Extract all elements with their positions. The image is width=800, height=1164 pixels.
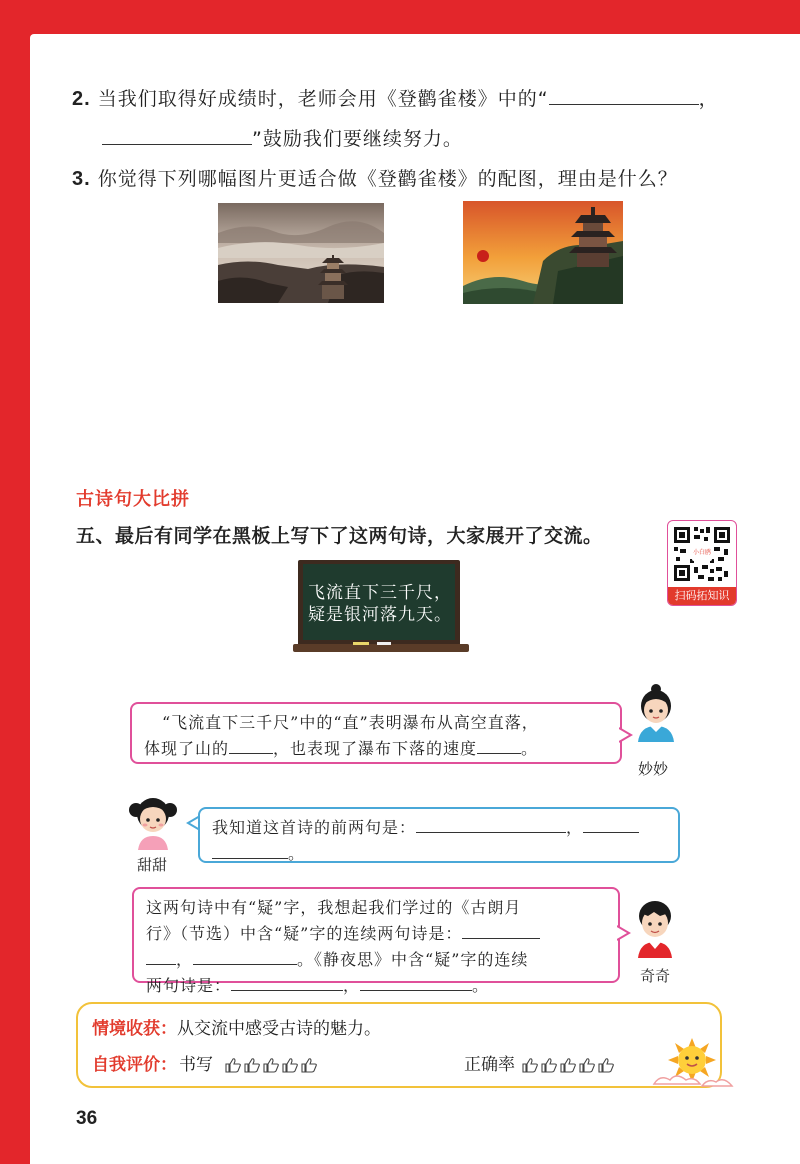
speech-bubble-miaomiao	[130, 702, 622, 764]
answer-blank[interactable]	[549, 86, 699, 105]
girl-pigtails-avatar-icon	[128, 792, 178, 850]
bubble-tail	[619, 726, 633, 744]
answer-blank[interactable]	[360, 975, 472, 991]
qiqi-text: 。《静夜思》中含“疑”字的连续	[297, 950, 529, 969]
qr-code-box[interactable]	[667, 520, 737, 606]
qiqi-line-1: 这两句诗中有“疑”字，我想起我们学过的《古朗月	[146, 898, 522, 917]
answer-blank[interactable]	[193, 949, 297, 965]
thumbs-up-icon[interactable]	[578, 1057, 596, 1073]
qiqi-text: 行》（节选）中含“疑”字的连续两句诗是：	[146, 924, 463, 943]
answer-blank[interactable]	[146, 949, 176, 965]
question-3	[72, 164, 678, 191]
miaomiao-text: 体现了山的	[144, 739, 230, 758]
question-3-number: 3.	[72, 168, 91, 190]
qr-brand: 小白鸥	[692, 549, 711, 556]
label-writing: 书写	[179, 1055, 213, 1075]
answer-blank[interactable]	[416, 817, 566, 833]
qiqi-text: 。	[472, 976, 490, 995]
blackboard-text	[307, 582, 453, 626]
answer-blank[interactable]	[462, 923, 540, 939]
summary-line-1	[92, 1014, 381, 1039]
rating-accuracy[interactable]	[521, 1055, 616, 1075]
blackboard-line-1: 飞流直下三千尺，	[308, 583, 452, 603]
rating-writing[interactable]	[224, 1055, 319, 1075]
boy-avatar-icon	[630, 896, 680, 958]
chalk	[353, 642, 369, 645]
tiantian-line-1	[212, 815, 666, 841]
question-2-number: 2.	[72, 88, 91, 110]
thumbs-up-icon[interactable]	[262, 1057, 280, 1073]
question-2	[72, 84, 719, 111]
answer-blank[interactable]	[102, 126, 252, 145]
answer-blank[interactable]	[212, 843, 288, 859]
question-2-line-2	[102, 124, 463, 151]
illustration-landscape	[218, 203, 384, 303]
summary-label-selfeval: 自我评价：	[92, 1055, 177, 1075]
sun-decoration	[650, 1036, 736, 1092]
bubble-tail	[617, 924, 631, 942]
name-tiantian: 甜甜	[137, 856, 168, 874]
answer-blank[interactable]	[229, 738, 273, 754]
qiqi-line-4	[146, 973, 606, 999]
question-2-text-a: 当我们取得好成绩时，老师会用《登鹳雀楼》中的“	[97, 88, 549, 110]
speech-bubble-tiantian	[198, 807, 680, 863]
miaomiao-text: ，也表现了瀑布下落的速度	[273, 739, 478, 758]
qr-label: 扫码拓知识	[668, 587, 736, 605]
illustration-sunset-tower	[463, 201, 623, 304]
qiqi-text: 两句诗是：	[146, 976, 232, 995]
question-2-text-b: ，	[698, 88, 719, 110]
tiantian-text: 。	[288, 844, 306, 863]
question-2-text-c: ”鼓励我们要继续努力。	[252, 128, 463, 150]
qiqi-text: ，	[176, 950, 194, 969]
thumbs-up-icon[interactable]	[521, 1057, 539, 1073]
qiqi-line-3	[146, 947, 606, 973]
label-accuracy: 正确率	[464, 1055, 515, 1075]
summary-text-harvest: 从交流中感受古诗的魅力。	[177, 1019, 381, 1039]
speech-bubble-qiqi	[132, 887, 620, 995]
summary-label-harvest: 情境收获：	[92, 1019, 177, 1039]
sunset-tower-image	[463, 201, 623, 304]
blackboard-ledge	[293, 644, 469, 652]
name-miaomiao: 妙妙	[638, 760, 669, 778]
tiantian-text: 我知道这首诗的前两句是：	[212, 818, 417, 837]
question-3-text: 你觉得下列哪幅图片更适合做《登鹳雀楼》的配图，理由是什么？	[97, 168, 678, 190]
page-number: 36	[76, 1108, 98, 1129]
landscape-painting-image	[218, 203, 384, 303]
chalk	[377, 642, 391, 645]
miaomiao-line-2	[144, 736, 608, 762]
answer-blank[interactable]	[231, 975, 343, 991]
avatar-qiqi	[630, 896, 680, 958]
avatar-miaomiao	[632, 682, 680, 742]
question-5: 五、最后有同学在黑板上写下了这两句诗，大家展开了交流。	[76, 525, 603, 547]
thumbs-up-icon[interactable]	[597, 1057, 615, 1073]
avatar-tiantian	[128, 792, 178, 850]
thumbs-up-icon[interactable]	[559, 1057, 577, 1073]
section-title: 古诗句大比拼	[76, 489, 190, 510]
qiqi-line-2	[146, 921, 606, 947]
name-qiqi: 奇奇	[640, 967, 671, 985]
thumbs-up-icon[interactable]	[224, 1057, 242, 1073]
thumbs-up-icon[interactable]	[540, 1057, 558, 1073]
miaomiao-text: 。	[521, 739, 539, 758]
sun-icon	[650, 1036, 736, 1092]
answer-blank[interactable]	[477, 738, 521, 754]
summary-line-2	[92, 1050, 652, 1075]
qiqi-text: ，	[343, 976, 361, 995]
girl-avatar-icon	[632, 682, 680, 742]
thumbs-up-icon[interactable]	[281, 1057, 299, 1073]
thumbs-up-icon[interactable]	[300, 1057, 318, 1073]
thumbs-up-icon[interactable]	[243, 1057, 261, 1073]
tiantian-line-2	[212, 841, 666, 867]
answer-blank[interactable]	[583, 817, 639, 833]
blackboard	[293, 560, 469, 654]
blackboard-line-2: 疑是银河落九天。	[308, 605, 452, 625]
miaomiao-line-1: “飞流直下三千尺”中的“直”表明瀑布从高空直落，	[162, 713, 539, 732]
accuracy-group	[464, 1050, 616, 1075]
tiantian-text: ，	[566, 818, 584, 837]
